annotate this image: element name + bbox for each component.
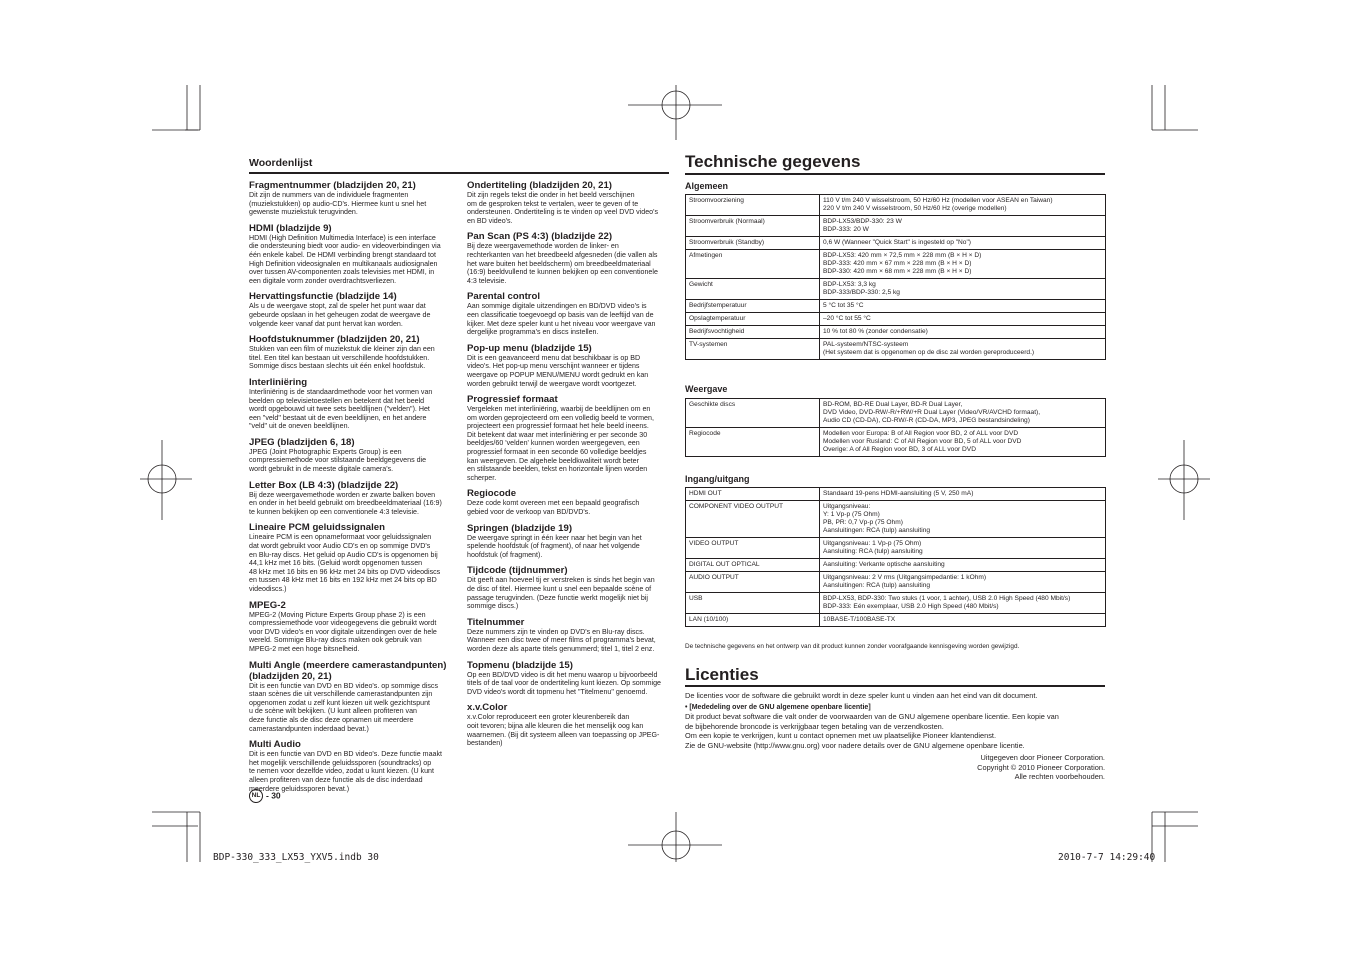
- glossary-term: Tijdcode (tijdnummer): [467, 565, 568, 577]
- glossary-term: Ondertiteling (bladzijden 20, 21): [467, 180, 612, 191]
- ingang-heading: Ingang/uitgang: [685, 474, 750, 484]
- glossary-definition: Dit zijn de nummers van de individuele fragmenten (muziekstukken) op audio-CD's. Hiermee kunt u snel het gewenste muziekstuk terugvinden.: [249, 191, 427, 217]
- spec-value: Uitgangsniveau: 2 V rms (Uitgangsimpedantie: 1 kOhm) Aansluitingen: RCA (tulp) aansluiting: [820, 572, 1106, 593]
- glossary-entry: [467, 291, 673, 336]
- page-number-text: - 30: [266, 790, 281, 801]
- glossary-term: Parental control: [467, 291, 541, 303]
- footer-date: 2010-7-7 14:29:40: [1058, 852, 1156, 863]
- glossary-entry: [249, 739, 455, 793]
- algemeen-table: [685, 194, 1106, 360]
- spec-label: Regiocode: [686, 428, 820, 457]
- glossary-term: JPEG (bladzijden 6, 18): [249, 436, 355, 448]
- glossary-definition: Deze code komt overeen met een bepaald geografisch gebied voor de verkoop van BD/DVD's.: [467, 499, 640, 517]
- spec-label: TV-systemen: [686, 339, 820, 360]
- spec-row: [686, 559, 1106, 572]
- glossary-entry: [467, 394, 673, 482]
- spec-value: 110 V t/m 240 V wisselstroom, 50 Hz/60 Hz (modellen voor ASEAN en Taiwan) 220 V t/m 240 V wisselstroom, 50 Hz/60 Hz (overige modellen): [820, 195, 1106, 216]
- spec-label: Stroomverbruik (Standby): [686, 237, 820, 250]
- glossary-term: Pop-up menu (bladzijde 15): [467, 342, 592, 354]
- spec-value: BDP-LX53, BDP-330: Two stuks (1 voor, 1 achter), USB 2.0 High Speed (480 Mbit/s) BDP-333: Eén exemplaar, USB 2.0 High Speed (480 Mbit/s): [820, 593, 1106, 614]
- footer-file: BDP-330_333_LX53_YXV5.indb 30: [213, 852, 379, 863]
- glossary-entry: [249, 600, 455, 654]
- spec-label: COMPONENT VIDEO OUTPUT: [686, 501, 820, 538]
- glossary-term: Interliniëring: [249, 376, 308, 388]
- spec-label: DIGITAL OUT OPTICAL: [686, 559, 820, 572]
- glossary-term: Lineaire PCM geluidssignalen: [249, 522, 385, 534]
- weergave-heading: Weergave: [685, 384, 728, 394]
- glossary-entry: [249, 223, 455, 286]
- glossary-term: Hoofdstuknummer (bladzijden 20, 21): [249, 334, 420, 346]
- glossary-definition: Aan sommige digitale uitzendingen en BD/DVD video's is een classificatie toegevoegd op basis van de leeftijd van de kijker. Met deze speler kunt u het niveau voor weergave van dergelijke programma's en discs instellen.: [467, 302, 656, 337]
- licenses-title: Licenties: [685, 665, 759, 684]
- gnu-notice-heading: • [Mededeling over de GNU algemene openbare licentie]: [685, 704, 871, 711]
- spec-label: Stroomverbruik (Normaal): [686, 216, 820, 237]
- glossary-title: Woordenlijst: [249, 157, 313, 169]
- licenses-intro: De licenties voor de software die gebruikt wordt in deze speler kunt u vinden aan het eind van dit document.: [685, 691, 1038, 700]
- spec-label: LAN (10/100): [686, 614, 820, 627]
- spec-row: [686, 237, 1106, 250]
- glossary-definition: Bij deze weergavemethode worden de linker- en rechterkanten van het breedbeeld afgesneden (die vallen als het ware buiten het beeldscherm) om breedbeeldmateriaal (16:9) beeldvullend te kunnen bekijken op een conventionele 4:3 televisie.: [467, 242, 658, 285]
- algemeen-heading: Algemeen: [685, 181, 729, 191]
- glossary-entry: [467, 660, 673, 697]
- glossary-definition: JPEG (Joint Photographic Experts Group) is een compressiemethode voor stilstaande beeldgegevens die wordt gebruikt in de meeste digitale camera's.: [249, 447, 427, 474]
- spec-label: Afmetingen: [686, 250, 820, 279]
- spec-value: Uitgangsniveau: Y: 1 Vp-p (75 Ohm) PB, PR: 0,7 Vp-p (75 Ohm) Aansluitingen: RCA (tulp) aansluiting: [820, 501, 1106, 538]
- spec-value: 10BASE-T/100BASE-TX: [820, 614, 1106, 627]
- glossary-entry: [467, 343, 673, 388]
- spec-label: Opslagtemperatuur: [686, 313, 820, 326]
- ingang-table: [685, 487, 1106, 627]
- glossary-definition: Dit is een geavanceerd menu dat beschikbaar is op BD video's. Het pop-up menu verschijnt wanneer er tijdens weergave op POPUP MENU/MENU wordt gedrukt en kan worden gebruikt terwijl de weergave wordt voortgezet.: [467, 353, 649, 388]
- glossary-entry: [467, 231, 673, 285]
- gnu-notice-body: Dit product bevat software die valt onder de voorwaarden van de GNU algemene openbare licentie. Een kopie van de bijbehorende broncode is verkrijgbaar tegen betaling van de verzendkosten. Om een kopie te verkrijgen, kunt u contact opnemen met uw plaatselijke Pioneer klantendienst. Zie de GNU-website (http://www.gnu.org) voor nadere details over de GNU algemene openbare licentie.: [685, 712, 1059, 750]
- glossary-entry: [249, 291, 455, 328]
- glossary-entry: [467, 617, 673, 654]
- glossary-entry: [249, 437, 455, 474]
- spec-label: HDMI OUT: [686, 488, 820, 501]
- spec-row: [686, 428, 1106, 457]
- spec-value: BDP-LX53/BDP-330: 23 W BDP-333: 20 W: [820, 216, 1106, 237]
- glossary-entry: [249, 180, 455, 217]
- spec-row: [686, 300, 1106, 313]
- spec-label: AUDIO OUTPUT: [686, 572, 820, 593]
- glossary-definition: Dit is een functie van DVD en BD video's. op sommige discs staan scènes die uit verschillende camerastandpunten zijn opgenomen zodat u zelf kunt kiezen uit welk gezichtspunt u de scène wilt bekijken. (U kunt alleen profiteren van deze functie als de disc deze opnamen uit meerdere camerastandpunten inderdaad bevat.): [249, 681, 439, 733]
- spec-label: Bedrijfstemperatuur: [686, 300, 820, 313]
- glossary-definition: Vergeleken met interliniëring, waarbij de beeldlijnen om en om worden geprojecteerd om een volledig beeld te vormen, projecteert een progressief formaat het hele beeld ineens. Dit betekent dat waar met interliniëring er per seconde 30 beeldjes/60 'velden' kunnen worden weergegeven, een progressief formaat in een seconde 60 volledige beeldjes kan weergeven. De algehele beeldkwaliteit wordt beter en stilstaande beelden, tekst en horizontale lijnen worden scherper.: [467, 405, 654, 482]
- glossary-definition: Dit is een functie van DVD en BD video's. Deze functie maakt het mogelijk verschillende geluidssporen (soundtracks) op te nemen voor dezelfde video, zodat u kunt kiezen. (U kunt alleen profiteren van deze functie als de disc inderdaad meerdere geluidssporen bevat.): [249, 750, 442, 793]
- language-badge: NL: [249, 789, 263, 803]
- glossary-definition: Bij deze weergavemethode worden er zwarte balken boven en onder in het beeld gebruikt om breedbeeldmateriaal (16:9) te kunnen bekijken op een conventionele 4:3 televisie.: [249, 490, 442, 516]
- spec-row: [686, 339, 1106, 360]
- spec-row: [686, 326, 1106, 339]
- glossary-term: HDMI (bladzijde 9): [249, 222, 332, 234]
- spec-row: [686, 216, 1106, 237]
- spec-row: [686, 488, 1106, 501]
- glossary-term: Springen (bladzijde 19): [467, 522, 573, 534]
- glossary-entry: [467, 565, 673, 610]
- glossary-definition: x.v.Color reproduceert een groter kleurenbereik dan ooit tevoren; bijna alle kleuren die het menselijk oog kan waarnemen. (Bij dit systeem alleen van toepassing op JPEG- bestanden): [467, 713, 660, 748]
- glossary-entry: [249, 480, 455, 517]
- glossary-term: Progressief formaat: [467, 394, 558, 406]
- spec-row: [686, 195, 1106, 216]
- glossary-definition: HDMI (High Definition Multimedia Interface) is een interface die ondersteuning biedt voor audio- en videoverbindingen via één enkele kabel. De HDMI verbinding brengt standaard tot High Definition videosignalen en multikanaals audiosignalen over tussen AV-componenten zoals televisies met HDMI, in een digitale vorm zonder overdrachtsverliezen.: [249, 233, 441, 285]
- glossary-term: Regiocode: [467, 488, 517, 500]
- glossary-term: Letter Box (LB 4:3) (bladzijde 22): [249, 479, 399, 491]
- spec-label: USB: [686, 593, 820, 614]
- glossary-entry: [467, 702, 673, 747]
- glossary-term: x.v.Color: [467, 702, 508, 714]
- glossary-definition: Stukken van een film of muziekstuk die kleiner zijn dan een titel. Een titel kan bestaan uit verschillende hoofdstukken. Sommige discs bestaan slechts uit één enkel hoofdstuk.: [249, 345, 435, 371]
- glossary-entry: [249, 334, 455, 371]
- spec-label: Geschikte discs: [686, 399, 820, 428]
- spec-row: [686, 399, 1106, 428]
- glossary-definition: MPEG-2 (Moving Picture Experts Group phase 2) is een compressiemethode voor videogegevens die gebruikt wordt voor DVD video's en voor digitale uitzendingen over de hele wereld. Sommige Blu-ray discs maken ook gebruik van MPEG-2 met een hoge bitsnelheid.: [249, 610, 437, 653]
- spec-label: VIDEO OUTPUT: [686, 538, 820, 559]
- spec-row: [686, 501, 1106, 538]
- glossary-term: Titelnummer: [467, 616, 525, 628]
- glossary-column-2: [467, 180, 673, 754]
- spec-value: PAL-systeem/NTSC-systeem (Het systeem dat is opgenomen op de disc zal worden gereproduceerd.): [820, 339, 1106, 360]
- glossary-entry: [249, 660, 455, 734]
- spec-value: Uitgangsniveau: 1 Vp-p (75 Ohm) Aansluiting: RCA (tulp) aansluiting: [820, 538, 1106, 559]
- glossary-term: Multi Audio: [249, 739, 301, 751]
- specs-note: De technische gegevens en het ontwerp van dit product kunnen zonder voorafgaande kennisgeving worden gewijzigd.: [685, 643, 1020, 650]
- spec-label: Gewicht: [686, 279, 820, 300]
- spec-value: Modellen voor Europa: B of All Region voor BD, 2 of ALL voor DVD Modellen voor Rusland: C of All Region voor BD, 5 of ALL voor DVD Overige: A of All Region voor BD, 3 of ALL voor DVD: [820, 428, 1106, 457]
- spec-row: [686, 593, 1106, 614]
- glossary-definition: De weergave springt in één keer naar het begin van het spelende hoofdstuk (of fragment), of naar het volgende hoofdstuk (of fragment).: [467, 533, 642, 559]
- glossary-entry: [467, 488, 673, 516]
- spec-row: [686, 614, 1106, 627]
- glossary-entry: [467, 180, 673, 225]
- specs-rule: [685, 173, 1105, 175]
- publisher-info: Uitgegeven door Pioneer Corporation. Copyright © 2010 Pioneer Corporation. Alle rechten voorbehouden.: [977, 753, 1105, 782]
- glossary-column-1: [249, 180, 455, 799]
- spec-value: Aansluiting: Verkante optische aansluiting: [820, 559, 1106, 572]
- spec-label: Bedrijfsvochtigheid: [686, 326, 820, 339]
- glossary-term: Topmenu (bladzijde 15): [467, 659, 573, 671]
- glossary-entry: [249, 377, 455, 431]
- glossary-definition: Lineaire PCM is een opnameformaat voor geluidssignalen dat wordt gebruikt voor Audio CD's en op sommige DVD's en Blu-ray discs. Het geluid op Audio CD's is opgenomen bij 44,1 kHz met 16 bits. (Geluid wordt opgenomen tussen 48 kHz met 16 bits en 96 kHz met 24 bits op DVD videodiscs en tussen 48 kHz met 16 bits en 192 kHz met 24 bits op BD videodiscs.): [249, 533, 441, 593]
- glossary-entry: [249, 522, 455, 593]
- glossary-definition: Als u de weergave stopt, zal de speler het punt waar dat gebeurde opslaan in het geheugen zodat de weergave de volgende keer vanaf dat punt hervat kan worden.: [249, 302, 431, 328]
- glossary-term: MPEG-2: [249, 599, 286, 611]
- spec-value: BD-ROM, BD-RE Dual Layer, BD-R Dual Layer, DVD Video, DVD-RW/-R/+RW/+R Dual Layer (Video/VR/AVCHD formaat), Audio CD (CD-DA), CD-RW/-R (CD-DA, MP3, JPEG bestandsindeling): [820, 399, 1106, 428]
- glossary-definition: Dit geeft aan hoeveel tij er verstreken is sinds het begin van de disc of titel. Hiermee kunt u snel een bepaalde scène of passage terugvinden. (Deze functie werkt mogelijk niet bij sommige discs.): [467, 576, 655, 611]
- spec-row: [686, 538, 1106, 559]
- weergave-table: [685, 398, 1106, 457]
- glossary-term: Multi Angle (meerdere camerastandpunten) (bladzijden 20, 21): [249, 659, 447, 682]
- glossary-definition: Interliniëring is de standaardmethode voor het vormen van beelden op televisietoestellen en betekent dat het beeld wordt opgebouwd uit twee sets beeldlijnen ("velden"). Het een "veld" bestaat uit de even beeldlijnen, en het andere "veld" uit de oneven beeldlijnen.: [249, 387, 433, 431]
- spec-value: 10 % tot 80 % (zonder condensatie): [820, 326, 1106, 339]
- spec-value: BDP-LX53: 420 mm × 72,5 mm × 228 mm (B × H × D) BDP-333: 420 mm × 67 mm × 228 mm (B × H × D) BDP-330: 420 mm × 68 mm × 228 mm (B × H × D): [820, 250, 1106, 279]
- glossary-term: Hervattingsfunctie (bladzijde 14): [249, 291, 397, 303]
- spec-value: 0,6 W (Wanneer "Quick Start" is ingesteld op "No"): [820, 237, 1106, 250]
- spec-value: Standaard 19-pens HDMI-aansluiting (5 V, 250 mA): [820, 488, 1106, 501]
- page-number: [249, 789, 281, 803]
- spec-row: [686, 572, 1106, 593]
- licenses-rule: [685, 685, 1105, 687]
- spec-value: BDP-LX53: 3,3 kg BDP-333/BDP-330: 2,5 kg: [820, 279, 1106, 300]
- specs-title: Technische gegevens: [685, 152, 861, 171]
- spec-value: 5 °C tot 35 °C: [820, 300, 1106, 313]
- glossary-term: Pan Scan (PS 4:3) (bladzijde 22): [467, 231, 613, 243]
- glossary-entry: [467, 523, 673, 560]
- glossary-definition: Dit zijn regels tekst die onder in het beeld verschijnen om de gesproken tekst te vertalen, weer te geven of te ondersteunen. Ondertiteling is te vinden op veel DVD video's en BD video's.: [467, 191, 659, 225]
- glossary-definition: Op een BD/DVD video is dit het menu waarop u bijvoorbeeld titels of de taal voor de ondertiteling kunt kiezen. Op sommige DVD video's wordt dit topmenu het "Titelmenu" genoemd.: [467, 670, 662, 696]
- glossary-term: Fragmentnummer (bladzijden 20, 21): [249, 180, 416, 191]
- spec-row: [686, 250, 1106, 279]
- glossary-definition: Deze nummers zijn te vinden op DVD's en Blu-ray discs. Wanneer een disc twee of meer films of programma's bevat, worden deze als aparte titels genummerd; titel 1, titel 2 enz.: [467, 627, 656, 653]
- spec-row: [686, 279, 1106, 300]
- glossary-rule: [249, 172, 669, 174]
- spec-value: –20 °C tot 55 °C: [820, 313, 1106, 326]
- spec-label: Stroomvoorziening: [686, 195, 820, 216]
- spec-row: [686, 313, 1106, 326]
